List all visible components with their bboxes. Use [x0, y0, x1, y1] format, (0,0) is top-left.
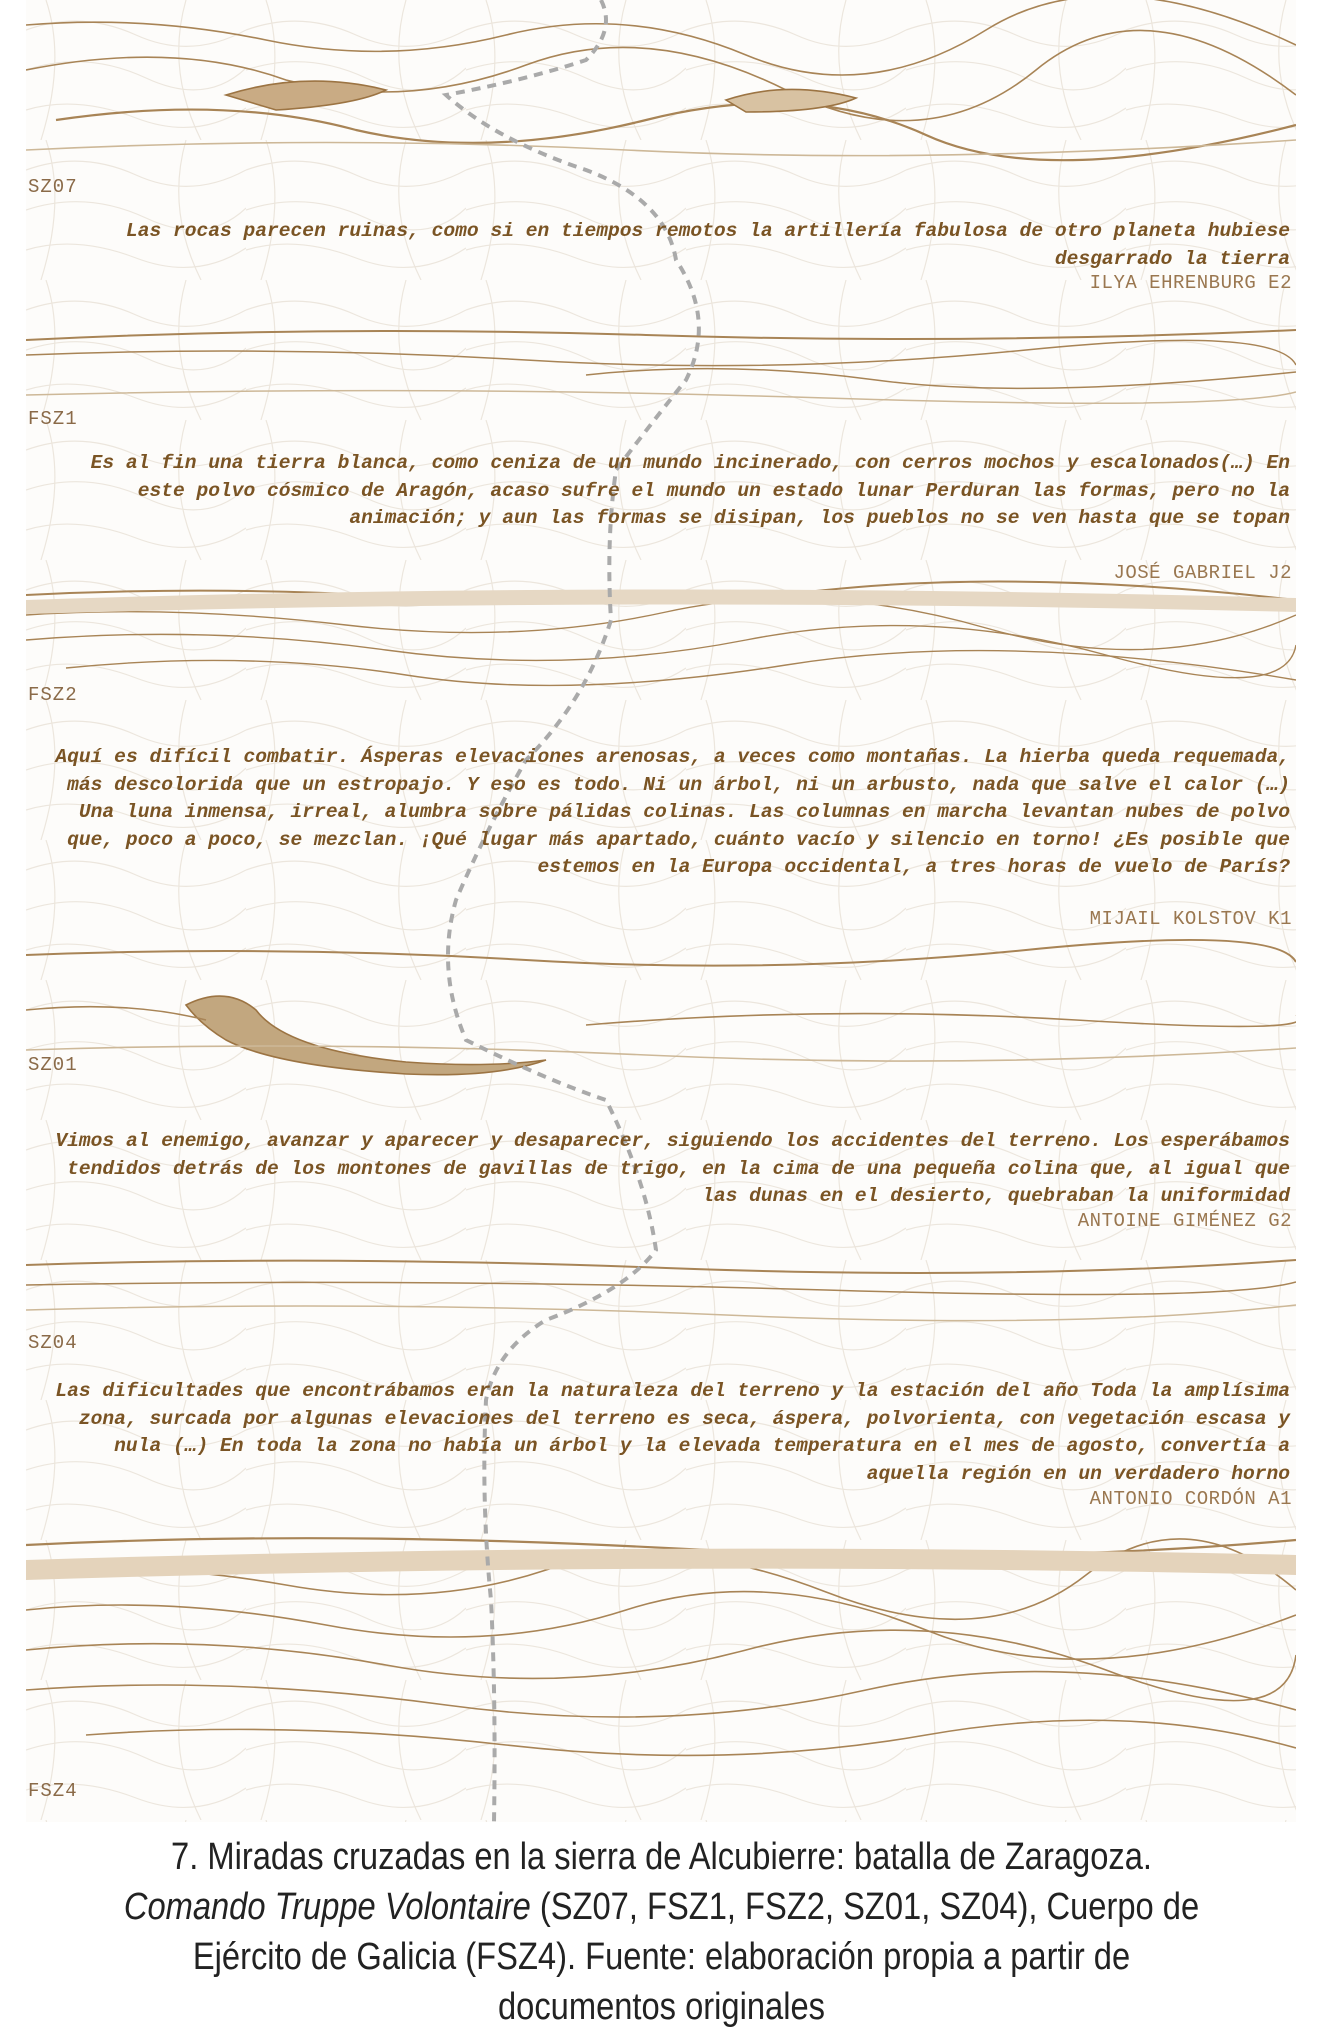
author-gabriel: JOSÉ GABRIEL J2: [1113, 562, 1292, 584]
panel-code-fsz2: FSZ2: [28, 684, 78, 706]
figure-caption: [110, 1832, 1213, 2032]
caption-part: 7. Miradas cruzadas en la sierra de Alcubierre: batalla de Zaragoza.: [171, 1836, 1152, 1878]
author-kolstov: MIJAIL KOLSTOV K1: [1089, 908, 1292, 930]
quote-cordon: Las dificultades que encontrábamos eran la naturaleza del terreno y la estación del año Toda la amplísima zona, surcada por algunas elevaciones del terreno es seca, áspera, polvorienta, con vegetación escasa y nula (…) En toda la zona no había un árbol y la elevada temperatura en el mes de agosto, convertía a aquella región en un verdadero horno: [55, 1380, 1290, 1485]
author-gimenez: ANTOINE GIMÉNEZ G2: [1077, 1210, 1292, 1232]
author-ehrenburg: ILYA EHRENBURG E2: [1089, 272, 1292, 294]
quote-ehrenburg: Las rocas parecen ruinas, como si en tiempos remotos la artillería fabulosa de otro planeta hubiese desgarrado la tierra: [125, 220, 1290, 270]
quote-kolstov: Aquí es difícil combatir. Ásperas elevaciones arenosas, a veces como montañas. La hierba queda requemada, más descolorida que un estropajo. Y eso es todo. Ni un árbol, ni un arbusto, nada que salve el calor (…) Una luna inmensa, irreal, alumbra sobre pálidas colinas. Las columnas en marcha levantan nubes de polvo que, poco a poco, se mezclan. ¡Qué lugar más apartado, cuánto vacío y silencio en torno! ¿Es posible que estemos en la Europa occidental, a tres horas de vuelo de París?: [55, 746, 1290, 878]
quote-gimenez: Vimos al enemigo, avanzar y aparecer y desaparecer, siguiendo los accidentes del terreno. Los esperábamos tendidos detrás de los montones de gavillas de trigo, en la cima de una pequeña colina que, al igual que las dunas en el desierto, quebraban la uniformidad: [55, 1130, 1290, 1207]
caption-italic-part: Comando Truppe Volontaire: [123, 1886, 531, 1928]
panel-code-fsz4: FSZ4: [28, 1780, 78, 1802]
figure-plate: [26, 0, 1296, 1822]
panel-code-fsz1: FSZ1: [28, 408, 78, 430]
panel-code-sz01: SZ01: [28, 1054, 78, 1076]
quote-gabriel: Es al fin una tierra blanca, como ceniza de un mundo incinerado, con cerros mochos y escalonados(…) En este polvo cósmico de Aragón, acaso sufre el mundo un estado lunar Perduran las formas, pero no la animación; y aun las formas se disipan, los pueblos no se ven hasta que se topan: [90, 452, 1290, 529]
caption-part: (SZ07, FSZ1, FSZ2, SZ01, SZ04), Cuerpo de Ejército de Galicia (FSZ4). Fuente: elaboración propia a partir de documentos originales: [192, 1886, 1200, 2028]
panel-code-sz04: SZ04: [28, 1332, 78, 1354]
panel-code-sz07: SZ07: [28, 176, 78, 198]
author-cordon: ANTONIO CORDÓN A1: [1089, 1488, 1292, 1510]
